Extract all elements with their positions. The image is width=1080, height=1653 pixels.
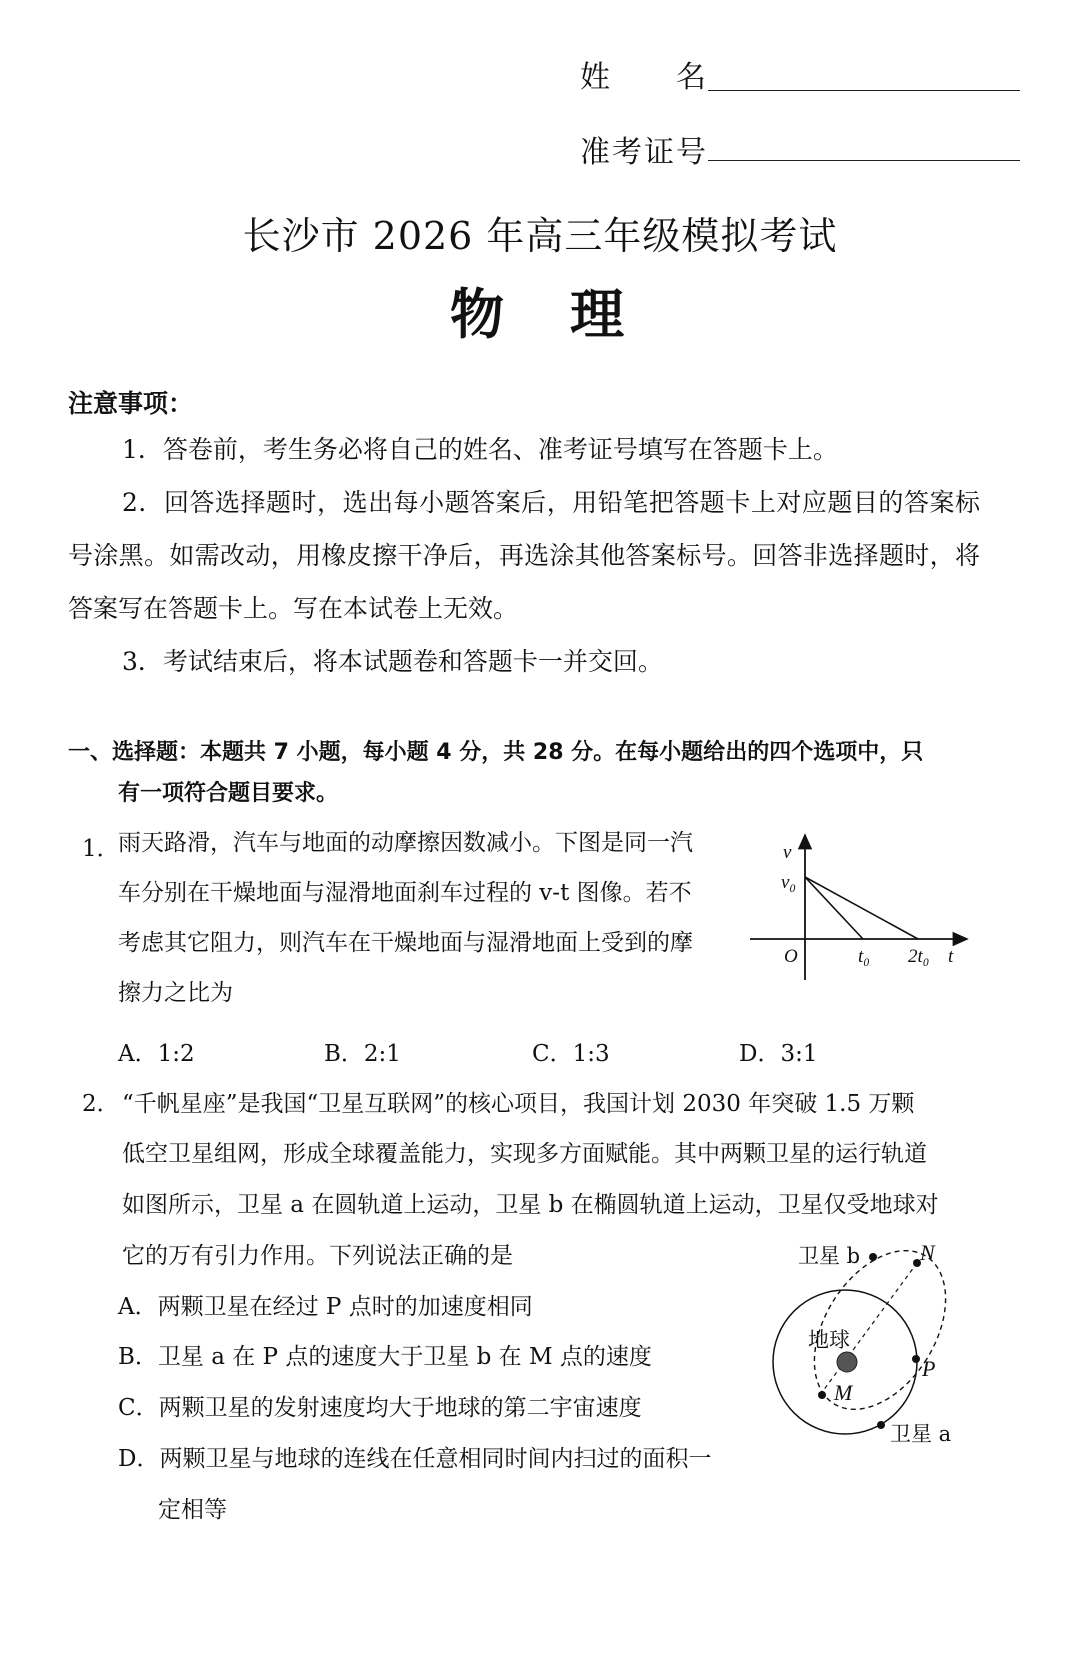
q2-option-a[interactable]: A．两颗卫星在经过 P 点时的加速度相同 xyxy=(118,1294,533,1320)
subject-title xyxy=(0,272,1080,349)
subject-char-1: 物 xyxy=(450,283,510,346)
q2-option-d-continued: 定相等 xyxy=(158,1497,227,1523)
earth-label: 地球 xyxy=(808,1328,850,1352)
2t0-label: 2t₀ xyxy=(908,946,930,967)
sat-b-dot xyxy=(869,1253,877,1261)
notes-item-1: 1．答卷前，考生务必将自己的姓名、准考证号填写在答题卡上。 xyxy=(122,435,838,464)
notes-item-2: 2．回答选择题时，选出每小题答案后，用铅笔把答题卡上对应题目的答案标号涂黑。如需改动，用橡皮擦干净后，再选涂其他答案标号。回答非选择题时，将答案写在答题卡上。写在本试卷上无效。 xyxy=(68,488,980,623)
q2-line: 如图所示，卫星 a 在圆轨道上运动，卫星 b 在椭圆轨道上运动，卫星仅受地球对 xyxy=(122,1192,939,1218)
v0-label: v₀ xyxy=(781,872,797,893)
subject-char-2: 理 xyxy=(570,283,630,346)
p-label: P xyxy=(922,1356,936,1381)
q1-line: 车分别在干燥地面与湿滑地面刹车过程的 v-t 图像。若不 xyxy=(118,880,692,906)
q1-text xyxy=(118,818,738,1018)
q2-option-c[interactable]: C．两颗卫星的发射速度均大于地球的第二宇宙速度 xyxy=(118,1395,642,1421)
q1-option-b[interactable]: B．2:1 xyxy=(324,1041,401,1067)
notes-heading: 注意事项： xyxy=(68,389,194,418)
q2-option-b[interactable]: B．卫星 a 在 P 点的速度大于卫星 b 在 M 点的速度 xyxy=(118,1344,652,1370)
point-p-dot xyxy=(912,1355,920,1363)
notes-item-3: 3．考试结束后，将本试题卷和答题卡一并交回。 xyxy=(122,647,663,676)
t0-label: t₀ xyxy=(858,946,870,967)
q1-option-a[interactable]: A．1:2 xyxy=(118,1041,195,1067)
q2-number: 2． xyxy=(82,1091,120,1117)
q2-line: 它的万有引力作用。下列说法正确的是 xyxy=(122,1243,513,1269)
name-label: 姓 名 xyxy=(580,60,708,95)
q1-line: 考虑其它阻力，则汽车在干燥地面与湿滑地面上受到的摩 xyxy=(118,930,693,956)
name-field-line[interactable] xyxy=(708,90,1020,91)
wet-ground-line xyxy=(805,877,918,939)
exam-id-label: 准考证号 xyxy=(580,135,708,170)
q2-line: “千帆星座”是我国“卫星互联网”的核心项目，我国计划 2030 年突破 1.5 万颗 xyxy=(122,1091,915,1117)
v-axis-label: v xyxy=(783,842,792,863)
q1-line: 擦力之比为 xyxy=(118,980,233,1006)
exam-id-field-line[interactable] xyxy=(708,160,1020,161)
sat-a-dot xyxy=(877,1421,885,1429)
section-heading-line-2: 有一项符合题目要求。 xyxy=(118,781,339,806)
n-label: N xyxy=(920,1240,935,1265)
q1-number: 1． xyxy=(82,836,120,862)
q1-line: 雨天路滑，汽车与地面的动摩擦因数减小。下图是同一汽 xyxy=(118,830,693,856)
exam-title: 长沙市 2026 年高三年级模拟考试 xyxy=(242,214,838,258)
m-label: M xyxy=(834,1380,853,1405)
origin-label: O xyxy=(784,946,798,967)
dry-ground-line xyxy=(805,877,863,939)
t-axis-label: t xyxy=(948,946,954,967)
sat-b-label: 卫星 b xyxy=(798,1244,861,1268)
sat-a-label: 卫星 a xyxy=(890,1422,952,1446)
q2-line: 低空卫星组网，形成全球覆盖能力，实现多方面赋能。其中两颗卫星的运行轨道 xyxy=(122,1141,927,1167)
q1-option-d[interactable]: D．3:1 xyxy=(739,1041,818,1067)
q1-option-c[interactable]: C．1:3 xyxy=(532,1041,610,1067)
earth-dot xyxy=(837,1352,857,1372)
section-heading-line-1: 一、选择题：本题共 7 小题，每小题 4 分，共 28 分。在每小题给出的四个选项中，只 xyxy=(68,740,924,765)
q2-option-d[interactable]: D．两颗卫星与地球的连线在任意相同时间内扫过的面积一 xyxy=(118,1446,712,1472)
point-m-dot xyxy=(818,1391,826,1399)
